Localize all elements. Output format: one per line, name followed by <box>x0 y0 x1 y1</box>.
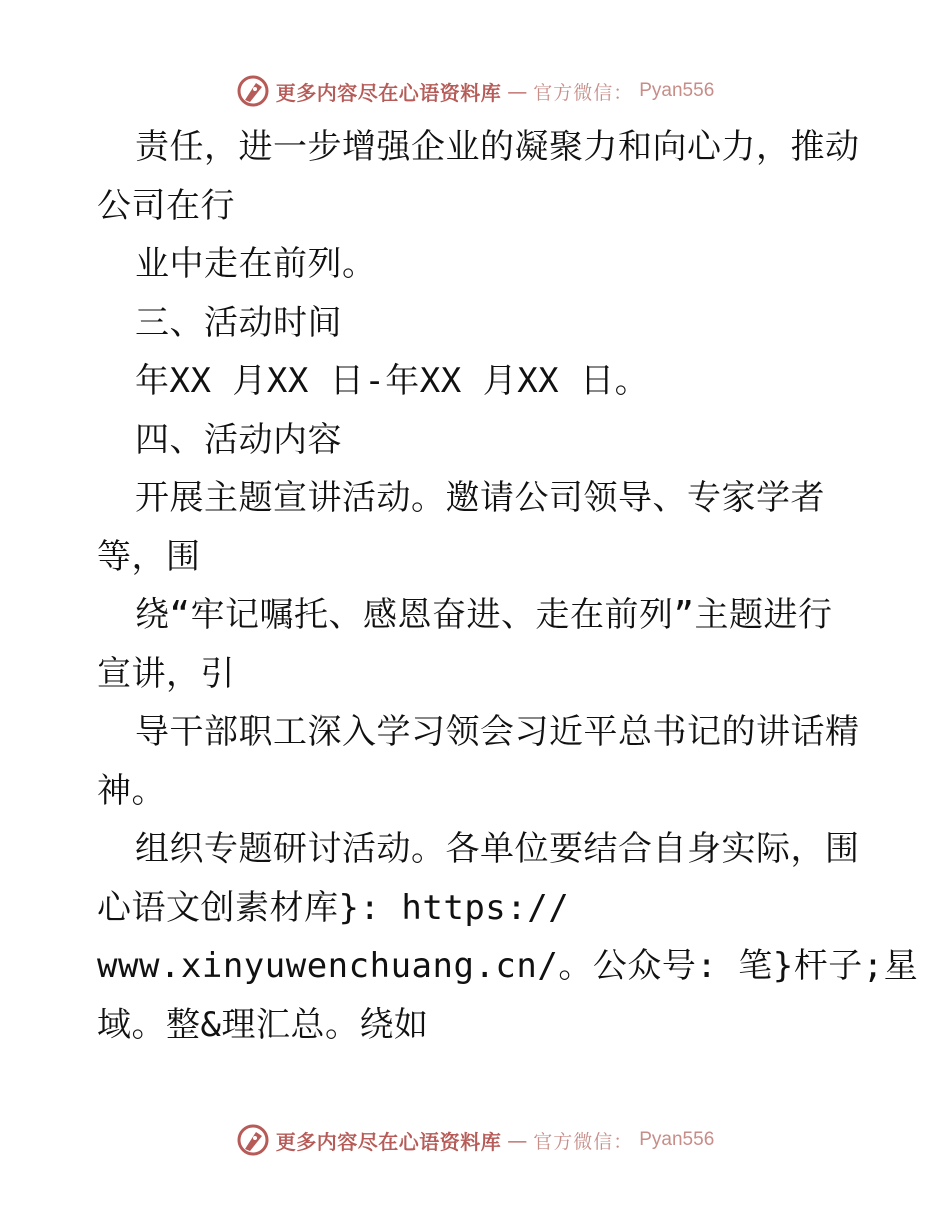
header-banner-sub-text: 官方微信： <box>533 81 634 104</box>
pen-nib-circle-icon <box>236 74 270 108</box>
body-line: 开展主题宣讲活动。邀请公司领导、专家学者 <box>135 478 825 518</box>
section-heading-content: 四、活动内容 <box>135 419 342 460</box>
body-line: 责任，进一步增强企业的凝聚力和向心力，推动 <box>135 127 860 167</box>
body-line: 心语文创素材库}: https:// <box>97 887 570 928</box>
body-line: 等，围 <box>97 536 201 577</box>
footer-banner-wechat-id: Pyan556 <box>639 1129 715 1150</box>
document-body <box>97 118 919 1054</box>
section-heading-time: 三、活动时间 <box>135 302 342 343</box>
body-line: 导干部职工深入学习领会习近平总书记的讲话精 <box>135 712 860 752</box>
footer-banner-main-text: 更多内容尽在心语资料库 <box>275 1129 502 1154</box>
footer-banner <box>0 1120 950 1160</box>
body-line: 业中走在前列。 <box>135 244 377 284</box>
body-line: 神。 <box>97 770 166 811</box>
body-line: 组织专题研讨活动。各单位要结合自身实际，围 <box>135 829 860 869</box>
body-line: 宣讲，引 <box>97 653 235 694</box>
body-line: 绕“牢记嘱托、感恩奋进、走在前列”主题进行 <box>135 595 833 635</box>
header-banner-wechat-id: Pyan556 <box>639 80 715 101</box>
body-line: 公司在行 <box>97 185 235 226</box>
body-line: 年XX 月XX 日-年XX 月XX 日。 <box>135 361 650 401</box>
header-banner <box>0 71 950 111</box>
footer-banner-dash: — <box>507 1128 528 1152</box>
body-line: www.xinyuwenchuang.cn/。公众号: 笔}杆子;星 <box>97 946 919 986</box>
header-banner-dash: — <box>507 79 528 103</box>
header-banner-main-text: 更多内容尽在心语资料库 <box>275 80 502 105</box>
pen-nib-circle-icon <box>236 1123 270 1157</box>
footer-banner-sub-text: 官方微信： <box>533 1130 634 1153</box>
body-line: 域。整&理汇总。绕如 <box>97 1004 429 1045</box>
